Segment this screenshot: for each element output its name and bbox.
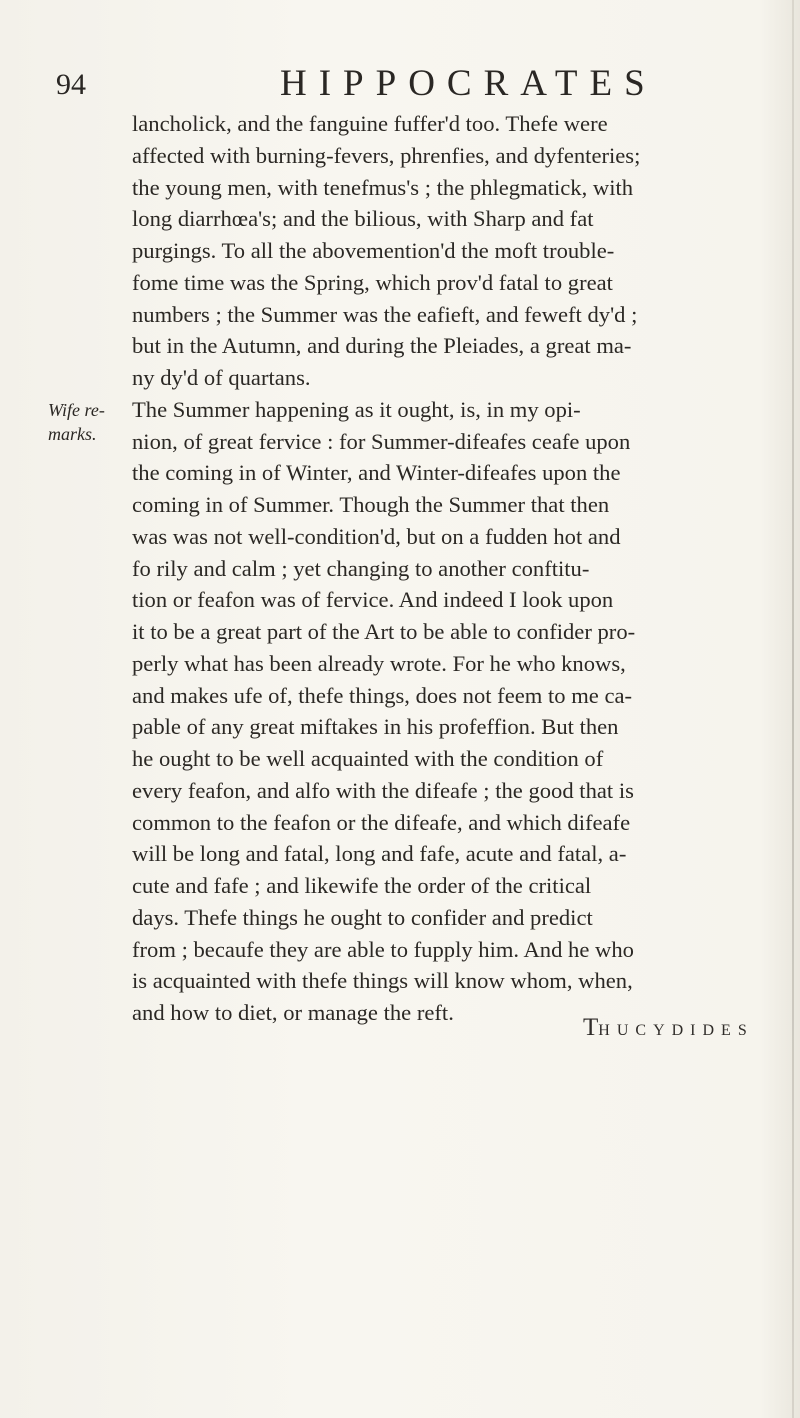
text-line: he ought to be well acquainted with the condition of — [132, 746, 604, 771]
text-line: affected with burning-fevers, phrenfies, and dyfenteries; — [132, 142, 641, 168]
text-line: the young men, with tenefmus's ; the phlegmatick, with — [132, 174, 634, 200]
margin-note — [48, 398, 128, 446]
text-line: and how to diet, or manage the reft. — [132, 1000, 454, 1025]
catchword-initial: T — [583, 1014, 599, 1041]
text-line: tion or feafon was of fervice. And indeed I look upon — [132, 587, 614, 613]
text-line: The Summer happening as it ought, is, in my opi- — [132, 396, 581, 422]
text-line: lancholick, and the fanguine fuffer'd too. Thefe were — [132, 111, 608, 136]
text-line: fome time was the Spring, which prov'd fatal to great — [132, 269, 613, 295]
running-title: HIPPOCRATES — [280, 63, 657, 104]
text-line: but in the Autumn, and during the Pleiades, a great ma- — [132, 333, 632, 359]
text-line: fo rily and calm ; yet changing to another conftitu- — [132, 555, 590, 581]
text-line: numbers ; the Summer was the eafieft, and feweft dy'd ; — [132, 301, 638, 327]
margin-note-line: Wife re- — [48, 400, 105, 420]
margin-note-line: marks. — [48, 424, 97, 444]
text-line: nion, of great fervice : for Summer-difeafes ceafe upon — [132, 428, 631, 454]
text-line: ny dy'd of quartans. — [132, 365, 311, 390]
text-line: and makes ufe of, thefe things, does not feem to me ca- — [132, 682, 633, 708]
text-line: the coming in of Winter, and Winter-difeafes upon the — [132, 460, 621, 486]
page-edge — [792, 0, 794, 1418]
text-line: was was not well-condition'd, but on a fudden hot and — [132, 523, 621, 549]
text-line: it to be a great part of the Art to be able to confider pro- — [132, 619, 636, 644]
text-line: long diarrhœa's; and the bilious, with Sharp and fat — [132, 206, 594, 232]
running-head — [56, 62, 746, 104]
text-line: common to the feafon or the difeafe, and which difeafe — [132, 809, 631, 835]
body-text — [132, 108, 792, 1029]
text-line: will be long and fatal, long and fafe, acute and fatal, a- — [132, 841, 627, 867]
text-line: coming in of Summer. Though the Summer that then — [132, 492, 610, 517]
text-line: days. Thefe things he ought to confider and predict — [132, 904, 593, 930]
text-line: purgings. To all the abovemention'd the moft trouble- — [132, 238, 615, 263]
text-line: is acquainted with thefe things will know whom, when, — [132, 968, 633, 994]
text-line: cute and fafe ; and likewife the order of the critical — [132, 873, 592, 898]
page-number: 94 — [56, 68, 86, 101]
text-line: pable of any great miftakes in his profeffion. But then — [132, 714, 619, 740]
text-line: perly what has been already wrote. For he who knows, — [132, 650, 626, 676]
catchword-rest: HUCYDIDES — [598, 1022, 754, 1039]
text-line: from ; becaufe they are able to fupply him. And he who — [132, 936, 634, 962]
text-line: every feafon, and alfo with the difeafe ; the good that is — [132, 777, 634, 803]
catchword — [583, 1014, 754, 1042]
